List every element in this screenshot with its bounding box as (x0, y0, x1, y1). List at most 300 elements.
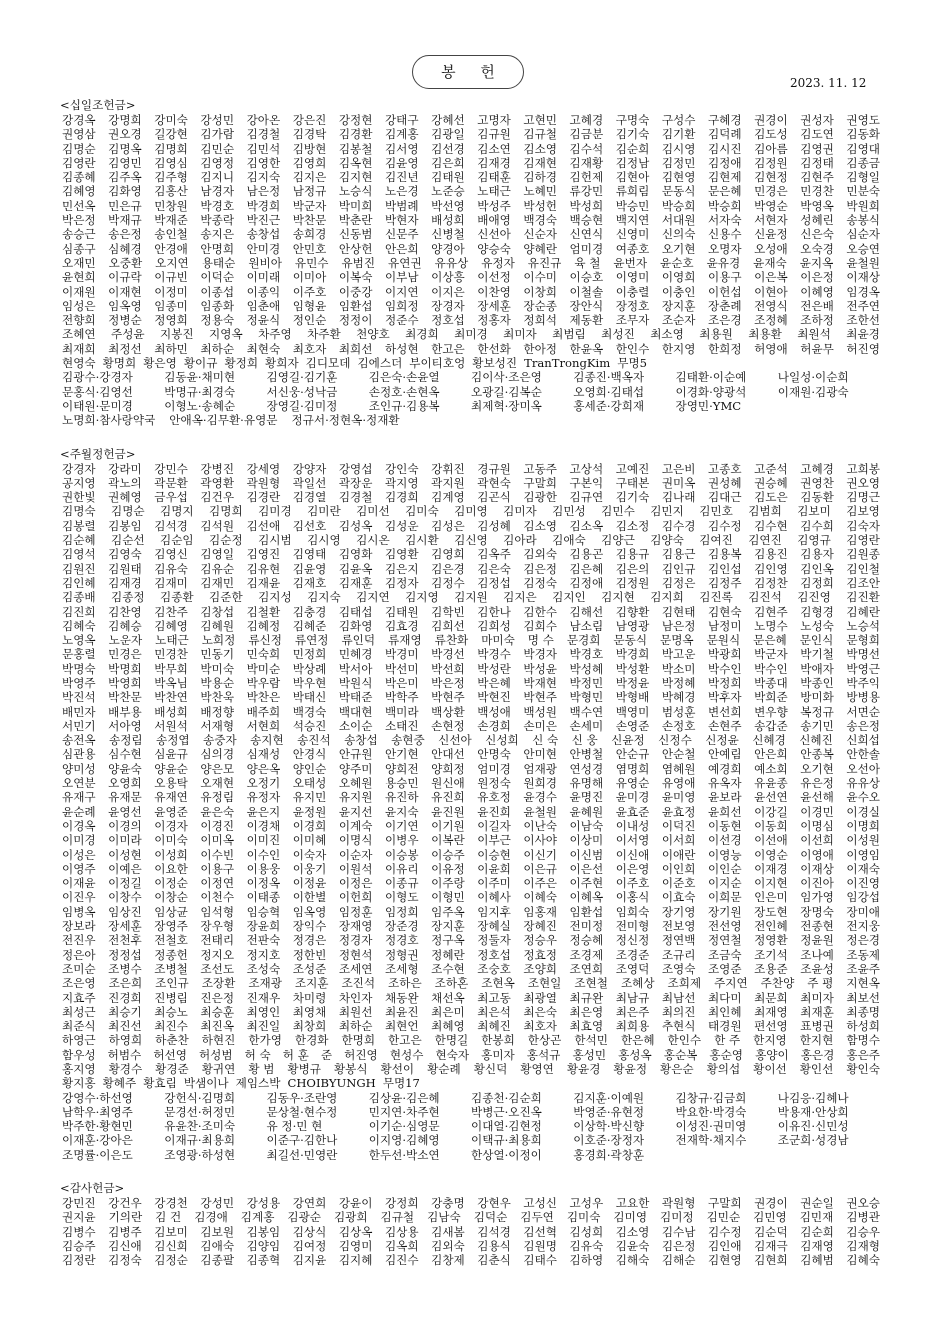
donor-name: 이정연 (200, 876, 235, 891)
donor-name: 유진하 (384, 790, 419, 805)
donor-name: 김계영 (431, 490, 465, 505)
donor-name: 윤정원 (292, 804, 327, 819)
donor-group: 이호준·장정자 (573, 1133, 645, 1148)
donor-name: 이주현 (569, 876, 604, 891)
donor-name: 정윤원 (800, 933, 834, 948)
donor-name: 지영옥 (209, 327, 243, 342)
donor-group: 오영희·김태섭 (573, 384, 645, 399)
donor-name: TranTrongKim (524, 356, 611, 371)
donor-name: 범성훈 (661, 704, 696, 719)
donor-name: 최영인 (246, 1004, 281, 1019)
donor-name: 양혜란 (523, 241, 558, 256)
donor-group: 남학우·최영주 (62, 1104, 133, 1119)
donor-name: 윤은숙 (200, 804, 235, 819)
donor-name: 고은비 (661, 461, 696, 476)
donor-name: 배부용 (108, 704, 142, 719)
donor-group: 조인규·김용복 (368, 398, 440, 413)
donor-name: 김재호 (292, 575, 327, 590)
donor-name: 이은선 (569, 861, 604, 876)
donor-name: 김광순 (287, 1210, 321, 1225)
donor-name: 주지연 (714, 976, 748, 991)
name-line (62, 504, 880, 518)
donor-name: 고동주 (523, 461, 558, 476)
donor-name: 박후자 (707, 690, 742, 705)
donor-name: 이형도 (384, 890, 419, 905)
donor-name: 조병철 (154, 961, 188, 976)
donor-name: 백영미 (615, 704, 650, 719)
donor-name: 송은정 (846, 718, 880, 733)
donor-name: 박명희 (108, 661, 142, 676)
donor-group: 유윤찬·조미숙 (164, 1119, 236, 1134)
donor-name: 김여정 (292, 1238, 327, 1253)
donor-name: 김종환 (160, 590, 194, 605)
donor-name: 민경은 (108, 647, 142, 662)
donor-name: 이수인 (246, 847, 281, 862)
donor-name: 김영정 (200, 155, 235, 170)
donor-name: 최은영 (569, 1004, 604, 1019)
donor-name: 최진선 (108, 1019, 142, 1034)
donor-name: 김윤옥 (338, 561, 373, 576)
donor-name: 류연정 (294, 633, 329, 648)
donor-name: 송창섭 (246, 227, 281, 242)
donor-name: 최원석 (797, 327, 831, 342)
donor-group: 김상윤·김은혜 (368, 1090, 440, 1105)
donor-name: 김남숙 (427, 1210, 461, 1225)
donor-name: 박재현 (523, 675, 558, 690)
donor-name: 인은미 (754, 890, 788, 905)
donor-name: 김한나 (477, 604, 511, 619)
donor-name: 이경민 (800, 804, 834, 819)
donor-name: 오기현 (800, 761, 834, 776)
donor-group: 전재학·채지수 (675, 1133, 747, 1148)
donor-name: 이신범 (569, 847, 604, 862)
name-line (62, 413, 880, 427)
donor-name: 문원식 (706, 633, 741, 648)
donor-name: 김동환 (800, 490, 834, 505)
donor-group: 이택규·최용희 (471, 1133, 542, 1148)
donor-name: 이성희 (154, 847, 188, 862)
donor-name: 김성운 (384, 518, 419, 533)
donor-name: 이재원 (62, 284, 96, 299)
donor-name: 김민재 (799, 1210, 834, 1225)
donor-name: 백승현 (569, 213, 604, 228)
donor-name: 이덕진 (661, 818, 696, 833)
donor-group: 나김응·김혜나 (777, 1090, 849, 1105)
donor-name: 오선아 (846, 761, 880, 776)
donor-name: 조지훈 (294, 976, 329, 991)
donor-name: 양윤숙 (108, 761, 142, 776)
donor-name: 양미성 (62, 761, 96, 776)
donor-group: 이재훈·강아은 (62, 1133, 133, 1148)
donor-name: 조숭호 (477, 961, 511, 976)
donor-name: 김미정 (660, 1210, 694, 1225)
donor-name: 정홍자 (477, 313, 511, 328)
donor-group: 한두선·박소연 (368, 1147, 440, 1162)
donor-group: 김영길·김기훈 (266, 370, 338, 385)
donor-name: 정한빈 (292, 947, 327, 962)
donor-name: 조수현 (431, 961, 465, 976)
donor-name: 이서희 (661, 833, 696, 848)
donor-group: 김창규·김금희 (675, 1090, 747, 1105)
donor-name: 이중강 (338, 284, 373, 299)
donor-name: 박현주 (523, 690, 558, 705)
donor-name: 김디모데 (305, 356, 351, 371)
donor-name: 김화영 (108, 184, 142, 199)
name-line (62, 662, 880, 676)
donor-name: 이희문 (707, 890, 742, 905)
donor-name: 김순임 (160, 533, 194, 548)
donor-name: 김종혜 (62, 170, 96, 185)
donor-name: 김상용 (384, 1224, 419, 1239)
donor-name: 양은옥 (246, 761, 281, 776)
donor-name: 이경의 (108, 818, 142, 833)
donor-name: 박명선 (846, 647, 880, 662)
donor-name: 신영미 (615, 227, 650, 242)
donor-name: 김경열 (292, 490, 327, 505)
donor-name: 송지은 (200, 227, 235, 242)
donor-name: 김경애 (194, 1210, 228, 1225)
donor-name: 권영도 (846, 113, 880, 127)
donor-name: 배성희 (431, 213, 465, 228)
donor-name: 조성준 (292, 961, 327, 976)
donor-name: 고상석 (569, 461, 604, 476)
donor-name: 박혜경 (661, 690, 696, 705)
donor-name: 이혜사 (477, 890, 511, 905)
donor-name: 김광한 (523, 490, 558, 505)
donor-name: 김옥현 (338, 155, 373, 170)
donor-name: 강성민 (200, 1196, 235, 1211)
donor-name: 강혜선 (431, 113, 465, 127)
donor-name: 김서영 (384, 141, 419, 156)
donor-name: 김신애 (108, 1238, 142, 1253)
donor-name: 김혜범 (800, 1253, 834, 1268)
donor-name: 마미숙 (481, 633, 515, 648)
name-line (62, 356, 880, 370)
donor-name: 이성원 (846, 833, 880, 848)
donor-name: 류재영 (388, 633, 422, 648)
donor-name: 방미화 (800, 690, 834, 705)
donor-name: 강영섭 (338, 461, 373, 476)
donor-name: 유은정 (800, 776, 834, 791)
name-line (62, 1091, 880, 1105)
donor-name: 윤순호 (660, 255, 694, 270)
donor-group: 노명희·참사랑약국 (62, 413, 156, 428)
name-line (62, 1225, 880, 1239)
donor-name: 박우람 (246, 675, 281, 690)
donor-name: 진은정 (200, 990, 235, 1005)
donor-name: 박경호 (569, 647, 604, 662)
donor-name: 한선화 (477, 341, 511, 356)
donor-name: 고혜경 (569, 113, 604, 127)
donor-name: 민정희 (292, 647, 327, 662)
donor-name: 최승노 (154, 1004, 188, 1019)
donor-name: 박우현 (292, 675, 327, 690)
name-line (62, 1048, 880, 1062)
donor-name: 조은영 (62, 976, 96, 991)
donor-name: 윤영선 (108, 804, 142, 819)
donor-name: 강세영 (246, 461, 281, 476)
donor-name: 조경준 (615, 947, 650, 962)
donor-name: 이미진 (246, 833, 281, 848)
donor-name: 임홍재 (523, 904, 558, 919)
donor-name: 황의섭 (706, 1062, 741, 1076)
donor-name: 김지성 (258, 590, 292, 605)
donor-name: 조경제 (569, 947, 604, 962)
donor-name: 윤순례 (62, 804, 96, 819)
donor-name: 노태근 (155, 633, 189, 648)
donor-name: 황영연 (520, 1062, 554, 1076)
donor-name: 홍순복 (663, 1047, 698, 1062)
donor-name: 윤효정 (661, 804, 696, 819)
donor-name: 노승식 (338, 184, 373, 199)
donor-name: 김인규 (661, 561, 696, 576)
donor-name: 송중자 (203, 733, 237, 748)
donor-name: 조용준 (754, 961, 788, 976)
donor-name: 박광희 (707, 647, 742, 662)
donor-name: 서아영 (108, 718, 142, 733)
name-line (62, 285, 880, 299)
donor-name: 이덕순 (200, 270, 235, 285)
donor-name: 김진영 (797, 590, 831, 605)
donor-name: 고현민 (523, 113, 558, 127)
donor-name: 임주옥 (431, 904, 465, 919)
donor-name: 김성은 (431, 518, 465, 533)
donor-name: 황효림 (143, 1076, 177, 1091)
donor-name: 윤진원 (431, 804, 465, 819)
donor-name: 이선경 (707, 833, 742, 848)
donor-name: 태경원 (707, 1019, 742, 1034)
donor-name: 김영태 (292, 547, 327, 562)
donor-name: 문형희 (846, 633, 880, 648)
donor-name: 김영민 (108, 155, 142, 170)
donor-name: 남은정 (246, 184, 281, 199)
donor-name: 곽원형 (661, 1196, 696, 1211)
donor-name: 임희정 (384, 298, 419, 313)
name-line (62, 547, 880, 561)
donor-name: 김은의 (615, 561, 650, 576)
donor-name: 김수경 (661, 518, 696, 533)
donor-name: 이홍식 (615, 890, 650, 905)
name-line (62, 876, 880, 890)
donor-name: 박원식 (338, 675, 373, 690)
donor-name: 백경숙 (523, 213, 558, 228)
donor-name: 박명숙 (62, 661, 96, 676)
donor-name: 정구옥 (431, 933, 465, 948)
donor-name: 제동환 (569, 313, 604, 328)
donor-name: 권지윤 (62, 1210, 96, 1225)
donor-name: 조순자 (661, 313, 696, 328)
donor-name: 이혜영 (800, 284, 834, 299)
donor-name: 한석민 (574, 1033, 608, 1048)
donor-name: 김혜숙 (62, 618, 96, 633)
donor-name: 김은정 (661, 1238, 696, 1253)
donor-name: 김원명 (523, 1238, 558, 1253)
donor-name: 허진영 (846, 341, 880, 356)
section-title: <십일조헌금> (60, 98, 136, 112)
donor-name: 박형민 (569, 690, 604, 705)
donor-group: 최길선·민영란 (266, 1147, 338, 1162)
donor-name: 김조안 (846, 575, 880, 590)
donor-name: 함명수 (846, 1033, 880, 1048)
donor-name: 정정이 (338, 313, 373, 328)
donor-name: 황이규 (183, 356, 218, 371)
donor-name: 최준식 (62, 1019, 96, 1034)
donor-name: 김진록 (699, 590, 733, 605)
donor-name: 이충렬 (615, 284, 650, 299)
donor-name: 김현태 (661, 604, 696, 619)
donor-name: 김진수 (384, 1253, 419, 1268)
donor-name: 김병주 (108, 1224, 142, 1239)
donor-name: 심재성 (246, 747, 281, 762)
donor-name: 심수현 (108, 747, 142, 762)
donor-name: 권한빛 (62, 490, 96, 505)
donor-name: 민창원 (154, 198, 188, 213)
donor-name: 구본익 (569, 475, 604, 490)
donor-name: 이애란 (661, 847, 696, 862)
donor-name: 양경아 (431, 241, 465, 256)
donor-group: 이재원·김광숙 (777, 384, 849, 399)
donor-name: 조하은 (388, 976, 422, 991)
name-line (62, 676, 880, 690)
donor-name: 이인순 (707, 861, 742, 876)
donor-name: 장익수 (292, 919, 327, 934)
donor-name: 김정민 (661, 155, 696, 170)
donor-group: 조군희·성경남 (777, 1133, 849, 1148)
donor-name: 강민수 (154, 461, 188, 476)
donor-name: 신문주 (384, 227, 419, 242)
donor-name: 노희정 (201, 633, 236, 648)
donor-name: 한상곤 (527, 1033, 562, 1048)
donor-name: 김혜준 (292, 618, 327, 633)
donor-name: 김영환 (384, 547, 419, 562)
donor-name: 이정은 (338, 876, 373, 891)
donor-name: 김보원 (200, 1224, 235, 1239)
donor-name: 안미경 (246, 241, 281, 256)
donor-name: 신혜진 (799, 733, 833, 748)
donor-name: 김창제 (431, 1253, 465, 1268)
donor-name: 유지원 (338, 790, 373, 805)
donor-name: 이경채 (246, 818, 281, 833)
donor-name: 강은진 (292, 113, 327, 127)
donor-name: 김영심 (154, 155, 188, 170)
donor-name: 김덕순 (473, 1210, 508, 1225)
donor-name: 조무자 (615, 313, 650, 328)
donor-name: 안순철 (661, 747, 696, 762)
donor-name: 손현정 (431, 718, 465, 733)
donor-name: 김은희 (431, 155, 465, 170)
donor-name: 김명순 (111, 504, 145, 519)
donor-name: 박미순 (246, 661, 281, 676)
donor-name: 김은경 (431, 561, 465, 576)
donor-name: 정혜란 (431, 947, 465, 962)
donor-name: 민경찬 (154, 647, 188, 662)
donor-name: 김광일 (431, 127, 465, 142)
donor-group: 이대열·김현정 (471, 1119, 542, 1134)
donor-name: 하성현 (384, 341, 419, 356)
donor-name: 윤번자 (613, 255, 648, 270)
donor-name: 김숙자 (846, 518, 880, 533)
donor-name: 권미옥 (661, 475, 696, 490)
donor-name: 장춘례 (707, 298, 742, 313)
donor-name: 이기연 (384, 818, 419, 833)
donor-name: 곽지영 (384, 475, 419, 490)
donor-name: 이영미 (615, 270, 650, 285)
donor-name: 용태순 (201, 255, 236, 270)
donor-name: 민선옥 (62, 198, 96, 213)
donor-name: 전향희 (62, 313, 96, 328)
donor-name: 김정수 (431, 575, 465, 590)
donor-name: 양인순 (292, 761, 327, 776)
donor-name: 손정호 (661, 718, 696, 733)
donor-name: 김동화 (846, 127, 880, 142)
donor-name: 송정엽 (156, 733, 190, 748)
donor-name: 최승기 (108, 1004, 142, 1019)
donor-name: 최은숙 (523, 1004, 558, 1019)
donor-name: 김미숙 (405, 504, 439, 519)
donor-name: 김경철 (246, 127, 281, 142)
donor-name: 김지현 (338, 170, 373, 185)
name-line (62, 1005, 880, 1019)
donor-name: 박성란 (477, 661, 511, 676)
donor-name: 최재영 (754, 1004, 788, 1019)
donor-name: 곽지원 (431, 475, 465, 490)
name-line (62, 833, 880, 847)
donor-name: 김경탁 (292, 127, 327, 142)
donor-name: 조현철 (574, 976, 608, 991)
donor-name: 정희석 (523, 313, 558, 328)
donor-name: 권경이 (754, 1196, 788, 1211)
donor-name: 고종호 (707, 461, 742, 476)
donor-name: 조선도 (200, 961, 235, 976)
donor-name: 이미경 (62, 833, 96, 848)
donor-name: 김인영 (754, 561, 788, 576)
donor-name: 김병수 (62, 1224, 96, 1239)
donor-name: 김종팔 (200, 1253, 235, 1268)
donor-name: 김헌제 (569, 170, 604, 185)
name-line (62, 1019, 880, 1033)
donor-name: 김선혁 (523, 1224, 558, 1239)
donor-name: 양윤순 (154, 761, 188, 776)
donor-name: 원신애 (431, 776, 465, 791)
donor-name: 김양숙 (650, 533, 684, 548)
donor-name: 임병옥 (62, 904, 96, 919)
donor-name: 민혜경 (338, 647, 373, 662)
donor-name: 김충경 (292, 604, 327, 619)
donor-name: 김순선 (111, 533, 145, 548)
donor-name: 박기철 (800, 647, 834, 662)
donor-name: 조현옥 (481, 976, 515, 991)
donor-name: 윤유경 (706, 255, 741, 270)
donor-name: 이정옥 (246, 876, 281, 891)
donor-name: 이창희 (523, 284, 558, 299)
donor-name: 이남숙 (569, 818, 604, 833)
donor-name: 황윤정 (613, 1062, 648, 1076)
donor-name: 신은숙 (800, 227, 834, 242)
donor-name: 김현희 (754, 1253, 788, 1268)
donor-name: 임춘애 (246, 298, 281, 313)
donor-name: 허영애 (754, 341, 788, 356)
donor-name: 김옥희 (384, 1238, 419, 1253)
donor-name: 노운자 (108, 633, 143, 648)
donor-name: 김봉렬 (62, 518, 96, 533)
donor-name: 김민순 (200, 141, 235, 156)
donor-name: 신 웅 (571, 733, 598, 748)
donor-name: 하영희 (108, 1033, 143, 1048)
donor-name: 강정희 (384, 1196, 419, 1211)
donor-name: 김인애 (707, 1238, 742, 1253)
donor-name: 육 철 (574, 255, 601, 270)
donor-name: 지현옥 (846, 976, 880, 991)
